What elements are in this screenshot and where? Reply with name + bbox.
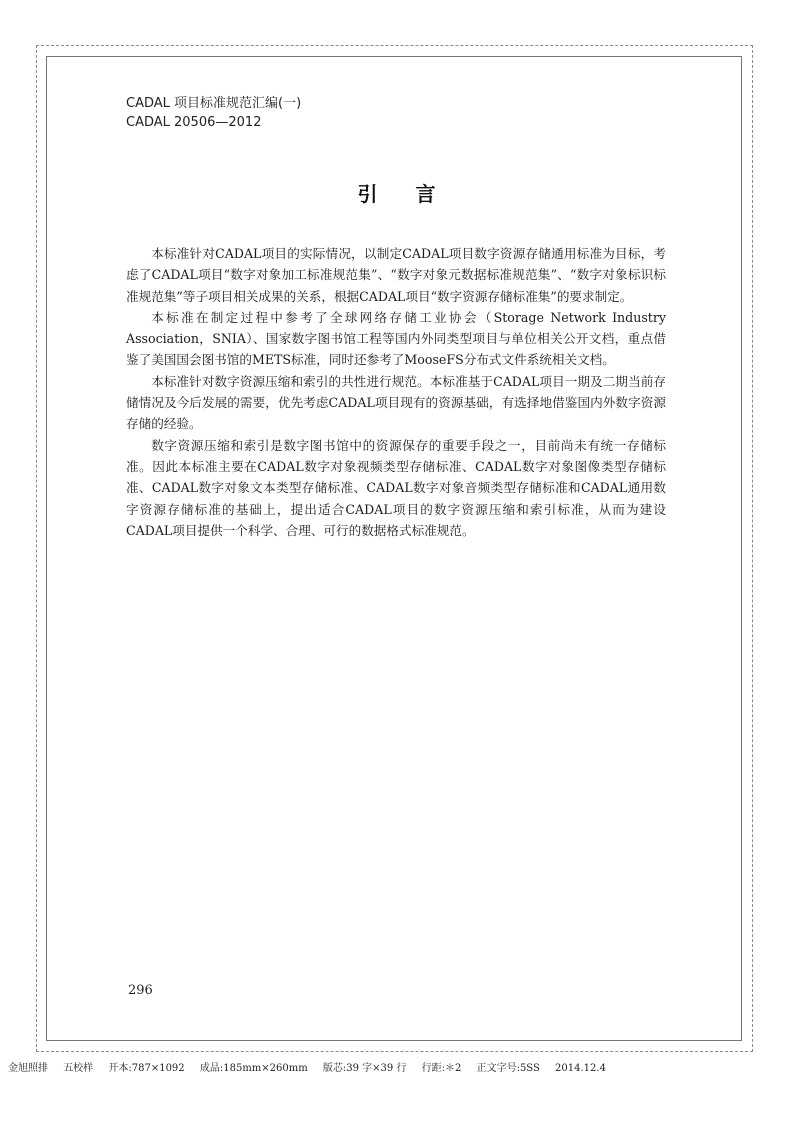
section-title: 引言: [357, 182, 474, 206]
standard-code: CADAL 20506—2012: [126, 115, 262, 130]
paragraph: 本标准针对CADAL项目的实际情况，以制定CADAL项目数字资源存储通用标准为目标，考虑了CADAL项目“数字对象加工标准规范集”、“数字对象元数据标准规范集”、“数字对象标识标准规范集”等子项目相关成果的关系，根据CADAL项目“数字资源存储标准集”的要求制定。: [126, 246, 666, 304]
proof-layout: 版芯:39 字×39 行: [322, 1063, 407, 1074]
paragraph: 本标准针对数字资源压缩和索引的共性进行规范。本标准基于CADAL项目一期及二期当前存储情况及今后发展的需要，优先考虑CADAL项目现有的资源基础，有选择地借鉴国内外数字资源存储的经验。: [126, 373, 666, 432]
proof-info-line: [8, 1059, 618, 1074]
paragraph: 数字资源压缩和索引是数字图书馆中的资源保存的重要手段之一，目前尚未有统一存储标准。因此本标准主要在CADAL数字对象视频类型存储标准、CADAL数字对象图像类型存储标准、CADAL数字对象文本类型存储标准、CADAL数字对象音频类型存储标准和CADAL通用数字资源存储标准的基础上，提出适合CADAL项目的数字资源压缩和索引标准，从而为建设CADAL项目提供一个科学、合理、可行的数据格式标准规范。: [126, 437, 666, 538]
series-title: CADAL 项目标准规范汇编(一): [126, 96, 302, 111]
running-head: [126, 94, 301, 132]
body-text: [126, 243, 666, 541]
proof-typesetter: 金旭照排: [8, 1063, 48, 1074]
proof-finished-size: 成品:185mm×260mm: [199, 1063, 308, 1074]
proof-line-spacing: 行距:＊2: [421, 1063, 462, 1074]
proof-date: 2014.12.4: [555, 1063, 606, 1074]
proof-font-code: 正文字号:5SS: [476, 1063, 540, 1074]
proof-round: 五校样: [63, 1063, 94, 1074]
page-number: 296: [128, 983, 153, 998]
paragraph: 本标准在制定过程中参考了全球网络存储工业协会（Storage Network Industry Association，SNIA）、国家数字图书馆工程等国内外同类型项目与单位相关公开文档，重点借鉴了美国国会图书馆的METS标准，同时还参考了MooseFS分布式文件系统相关文档。: [126, 309, 666, 368]
proof-format: 开本:787×1092: [108, 1063, 185, 1074]
